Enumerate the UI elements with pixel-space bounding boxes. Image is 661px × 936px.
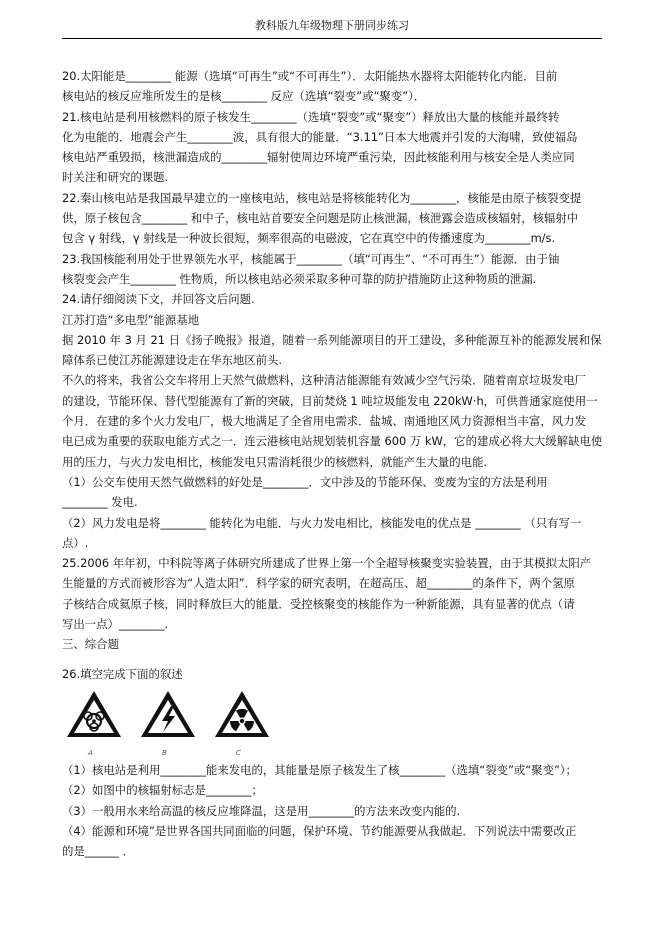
q24-article-line-7: 用的压力，与火力发电相比，核能发电只需消耗很少的核燃料，就能产生大量的电能. — [62, 454, 488, 469]
q26-sub4-line-1: （4）能源和环境”是世界各国共同面临的问题，保护环境、节约能源要从我做起．下列说法中需要改正 — [62, 823, 577, 838]
q22-line-1: 22.秦山核电站是我国最早建立的一座核电站，核电站是将核能转化为________，核能是由原子核裂变提 — [62, 190, 582, 205]
q25-line-3: 子核结合成氦原子核，同时释放巨大的能量．受控核聚变的核能作为一种新能源，具有显著的优点（请 — [62, 596, 575, 611]
q25-line-2: 生能量的方式而被形容为“人造太阳”．科学家的研究表明，在超高压、超________的条件下，两个氢原 — [62, 576, 575, 591]
sign-c — [212, 688, 272, 757]
sign-a-label: A — [88, 748, 93, 757]
q20-line-1: 20.太阳能是________ 能源（选填“可再生”或“不可再生”）．太阳能热水器将太阳能转化内能．目前 — [62, 69, 558, 83]
q25-line-4: 写出一点）________. — [62, 617, 169, 632]
radiation-icon — [212, 688, 272, 740]
q23-line-2: 核裂变会产生________ 性物质，所以核电站必须采取多种可靠的防护措施防止这种物质的泄漏. — [62, 271, 537, 286]
q21-line-4: 时关注和研究的课题. — [62, 170, 169, 185]
sign-a — [64, 688, 124, 757]
q24-article-line-5: 个月．在建的多个火力发电厂，极大地满足了全省用电需求．盐城、南通地区风力资源相当丰富，风力发 — [62, 414, 586, 429]
biohazard-icon — [64, 688, 124, 740]
lightning-icon — [138, 688, 198, 740]
q24-article-line-2: 障体系已使江苏能源建设走在华东地区前头. — [62, 353, 283, 368]
worksheet-body — [62, 66, 604, 861]
q26-sub1: （1）核电站是利用________能来发电的，其能量是原子核发生了核________（选填“裂变”或“聚变”）； — [62, 762, 577, 777]
section-heading: 三、综合题 — [62, 637, 119, 652]
q24-article-line-6: 电已成为重要的获取电能方式之一．连云港核电站规划装机容量 600 万 kW，它的建成必将大大缓解缺电使 — [62, 434, 603, 449]
q21-line-3: 核电站严重毁损，核泄漏造成的________辐射使周边环境严重污染，因此核能利用与核安全是人类应同 — [62, 150, 575, 165]
q26-sub4-line-2: 的是______ ． — [62, 844, 134, 859]
header-title: 教科版九年级物理下册同步练习 — [255, 19, 409, 32]
q24-prompt: 24.请仔细阅读下文，并回答文后问题. — [62, 292, 255, 307]
q24-sub1-line-1: （1）公交车使用天然气做燃料的好处是________．文中涉及的节能环保、变废为宝的方法是利用 — [62, 474, 548, 489]
q21-line-1: 21.核电站是利用核燃料的原子核发生________（选填“裂变”或“聚变”）释放出大量的核能并最终转 — [62, 109, 560, 124]
q20-line-2: 核电站的核反应堆所发生的是核________ 反应（选填“裂变”或“聚变”）． — [62, 89, 426, 104]
q24-article-line-3: 不久的将来，我省公交车将用上天然气做燃料，这种清洁能源能有效减少空气污染．随着南京垃圾发电厂 — [62, 373, 586, 388]
sign-b-label: B — [162, 748, 167, 757]
q24-article-title: 江苏打造“多电型”能源基地 — [62, 312, 200, 327]
q23-line-1: 23.我国核能利用处于世界领先水平，核能属于________（填“可再生”、“不可再生”）能源．由于铀 — [62, 251, 560, 266]
q24-sub1-line-2: ________ 发电. — [62, 495, 138, 510]
q22-line-2: 供，原子核包含________ 和中子，核电站首要安全问题是防止核泄漏，核泄露会造成核辐射，核辐射中 — [62, 211, 579, 226]
q22-line-3: 包含 γ 射线，γ 射线是一种波长很短，频率很高的电磁波，它在真空中的传播速度为________m/s. — [62, 231, 556, 246]
page-header — [62, 14, 602, 39]
q25-line-1: 25.2006 年年初，中科院等离子体研究所建成了世界上第一个全超导核聚变实验装置，由于其模拟太阳产 — [62, 556, 592, 571]
sign-c-label: C — [236, 748, 241, 757]
warning-signs-figure — [64, 688, 604, 760]
q26-sub2: （2）如图中的核辐射标志是________； — [62, 783, 263, 798]
q24-sub2-line-2: 点）. — [62, 535, 89, 550]
q21-line-2: 化为电能的．地震会产生________波，具有很大的能量．“3.11”日本大地震并引发的大海啸，致使福岛 — [62, 129, 578, 144]
q26-sub3: （3）一般用水来给高温的核反应堆降温，这是用________的方法来改变内能的. — [62, 803, 461, 818]
sign-b — [138, 688, 198, 757]
q26-prompt: 26.填空完成下面的叙述 — [62, 666, 183, 681]
q24-sub2-line-1: （2）风力发电是将________ 能转化为电能．与火力发电相比，核能发电的优点是 ________ （只有写一 — [62, 515, 582, 530]
q24-article-line-1: 据 2010 年 3 月 21 日《扬子晚报》报道，随着一系列能源项目的开工建设，多种能源互补的能源发展和保 — [62, 332, 602, 347]
q24-article-line-4: 的建设，节能环保、替代型能源有了新的突破，目前焚烧 1 吨垃圾能发电 220kW·h，可供普通家庭使用一 — [62, 393, 598, 408]
